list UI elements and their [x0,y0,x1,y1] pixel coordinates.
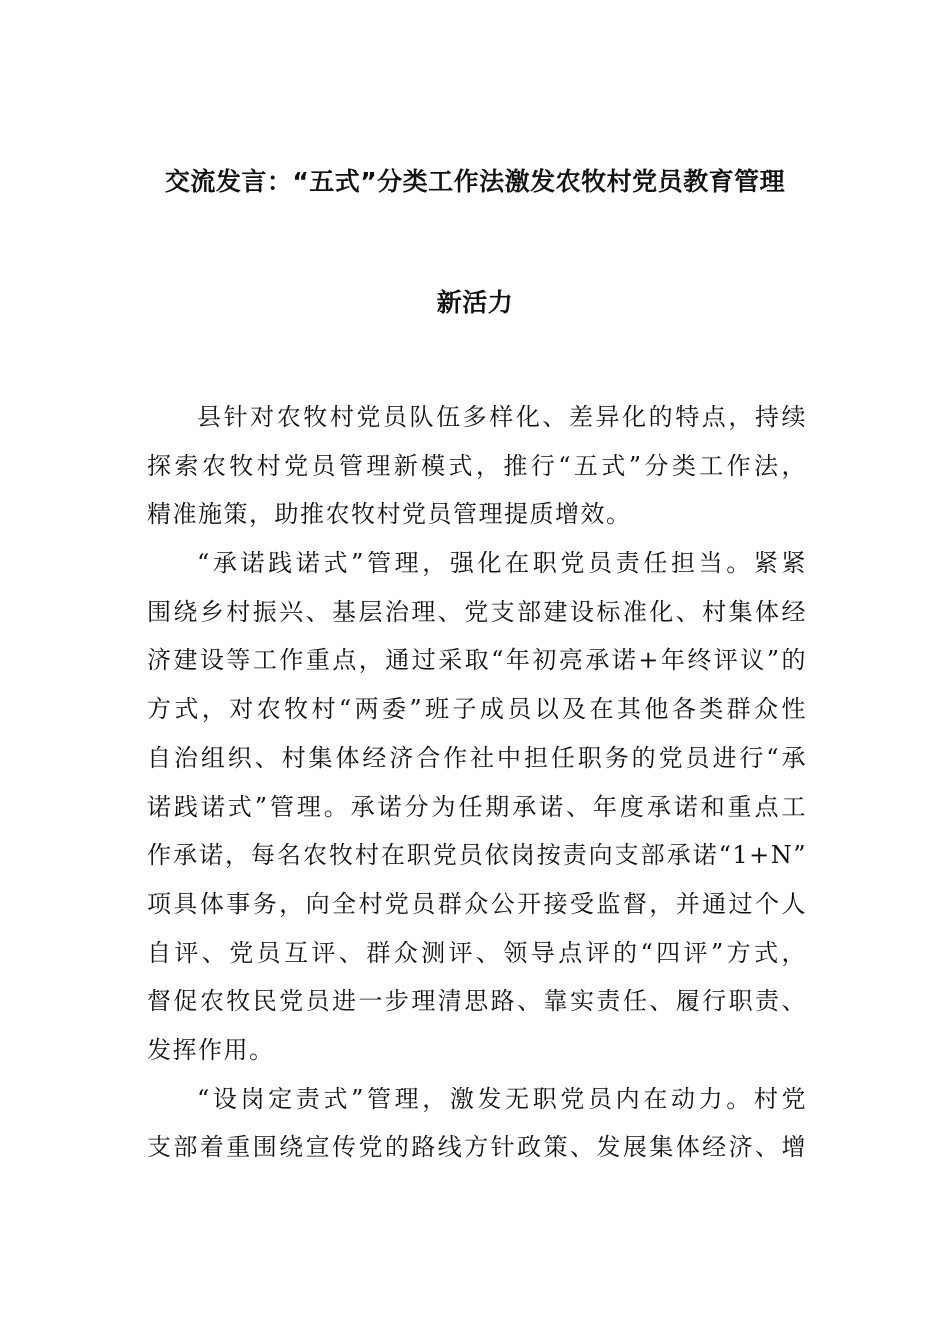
body-text-line: 县针对农牧村党员队伍多样化、差异化的特点，持续 [197,403,807,431]
body-text-line: 作承诺，每名农牧村在职党员依岗按责向支部承诺“1+N” [147,841,807,870]
body-text-line: 方式，对农牧村“两委”班子成员以及在其他各类群众性 [147,695,807,724]
body-text-line: 项具体事务，向全村党员群众公开接受监督，并通过个人 [147,889,807,918]
document-title-line-1: 交流发言：“五式”分类工作法激发农牧村党员教育管理 [164,167,786,196]
body-text-line: 济建设等工作重点，通过采取“年初亮承诺+年终评议”的 [147,646,807,675]
body-text-line: “设岗定责式”管理，激发无职党员内在动力。村党 [197,1084,807,1113]
body-text-line: 发挥作用。 [147,1035,275,1064]
body-text-line: 围绕乡村振兴、基层治理、党支部建设标准化、村集体经 [147,597,807,626]
body-text-line: “承诺践诺式”管理，强化在职党员责任担当。紧紧 [197,549,807,578]
body-text-line: 诺践诺式”管理。承诺分为任期承诺、年度承诺和重点工 [147,792,807,821]
document-body [147,393,807,1172]
document-title-line-2: 新活力 [436,288,514,317]
body-text-line: 督促农牧民党员进一步理清思路、靠实责任、履行职责、 [147,987,807,1016]
body-text-line: 支部着重围绕宣传党的路线方针政策、发展集体经济、增 [147,1133,807,1162]
body-text-line: 精准施策，助推农牧村党员管理提质增效。 [147,500,632,529]
body-text-line: 自治组织、村集体经济合作社中担任职务的党员进行“承 [147,743,807,772]
body-text-line: 自评、党员互评、群众测评、领导点评的“四评”方式， [147,938,807,967]
body-text-line: 探索农牧村党员管理新模式，推行“五式”分类工作法， [147,451,807,480]
